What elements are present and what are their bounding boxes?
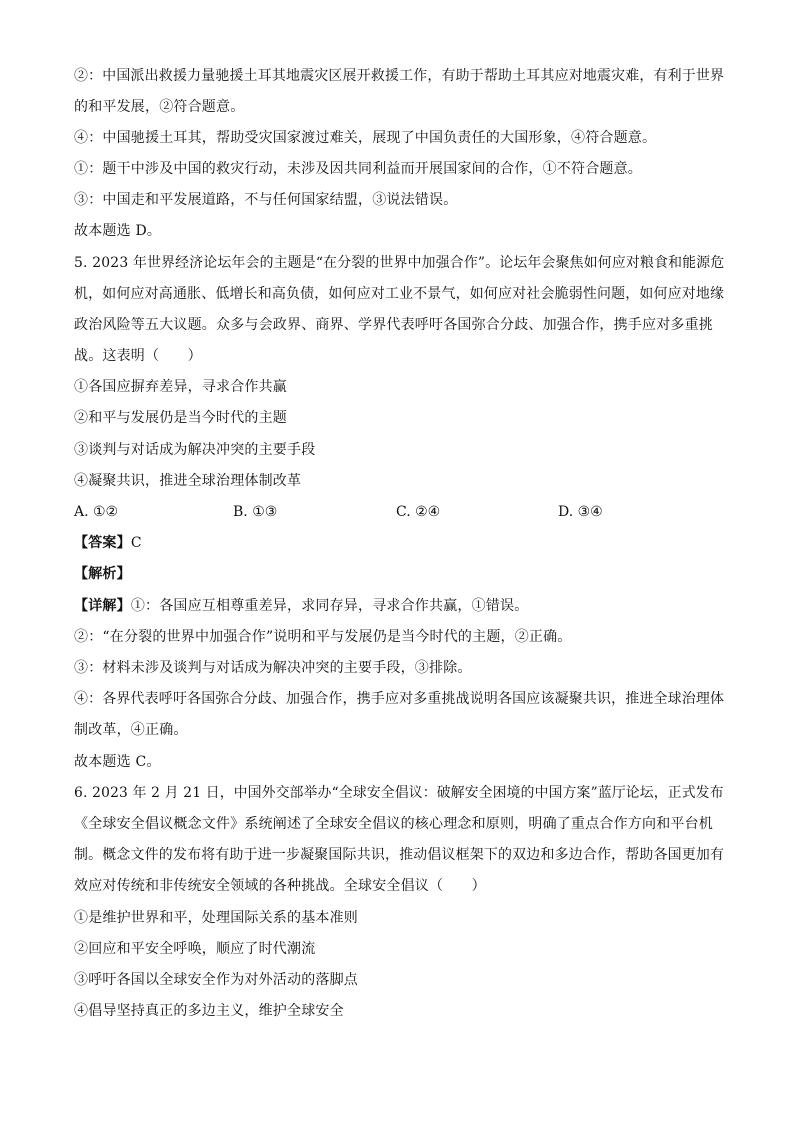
q6-stem-line: 效应对传统和非传统安全领域的各种挑战。全球安全倡议（ ） bbox=[74, 878, 486, 894]
q5-item: ①各国应摒弃差异，寻求合作共赢 bbox=[74, 379, 287, 395]
prev-conclusion: 故本题选 D。 bbox=[74, 223, 162, 239]
detail-label: 【详解】 bbox=[74, 598, 131, 614]
q5-answer-line bbox=[74, 533, 724, 553]
q5-stem-line: 战。这表明（ ） bbox=[74, 348, 202, 364]
q5-option-c: C. ②④ bbox=[396, 504, 441, 520]
q5-detail-line: ②：“在分裂的世界中加强合作”说明和平与发展仍是当今时代的主题，②正确。 bbox=[74, 629, 572, 645]
q5-option-b: B. ①③ bbox=[233, 504, 278, 520]
answer-value: C bbox=[130, 535, 142, 551]
q5-stem-line: 机，如何应对高通胀、低增长和高负债，如何应对工业不景气，如何应对社会脆弱性问题，如何应对地缘 bbox=[74, 286, 725, 302]
q6-item: ①是维护世界和平，处理国际关系的基本准则 bbox=[74, 910, 358, 926]
detail-text: ①：各国应互相尊重差异，求同存异，寻求合作共赢，①错误。 bbox=[130, 598, 529, 614]
q5-item: ④凝聚共识，推进全球治理体制改革 bbox=[74, 473, 302, 489]
q5-stem-line: 政治风险等五大议题。众多与会政界、商界、学界代表呼吁各国弥合分歧、加强合作，携手应对多重挑 bbox=[74, 317, 713, 333]
q5-option-a: A. ①② bbox=[74, 504, 119, 520]
q5-detail-line: ③：材料未涉及谈判与对话成为解决冲突的主要手段，③排除。 bbox=[74, 660, 472, 676]
q5-item: ③谈判与对话成为解决冲突的主要手段 bbox=[74, 442, 316, 458]
q5-stem-line: 5. 2023 年世界经济论坛年会的主题是“在分裂的世界中加强合作”。论坛年会聚焦如何应对粮食和能源危 bbox=[74, 255, 725, 271]
q6-stem-line: 6. 2023 年 2 月 21 日，中国外交部举办“全球安全倡议：破解安全困境的中国方案”蓝厅论坛，正式发布 bbox=[74, 785, 724, 801]
q5-analysis-line bbox=[74, 564, 724, 584]
q5-item: ②和平与发展仍是当今时代的主题 bbox=[74, 410, 287, 426]
q6-stem-line: 《全球安全倡议概念文件》系统阐述了全球安全倡议的核心理念和原则，明确了重点合作方向和平台机 bbox=[74, 816, 713, 832]
q5-detail-line: ④：各界代表呼吁各国弥合分歧、加强合作，携手应对多重挑战说明各国应该凝聚共识，推进全球治理体 bbox=[74, 691, 725, 707]
q5-option-d: D. ③④ bbox=[558, 504, 603, 520]
q5-conclusion: 故本题选 C。 bbox=[74, 754, 161, 770]
prev-analysis-line: ②：中国派出救援力量驰援土耳其地震灾区展开救援工作，有助于帮助土耳其应对地震灾难，有利于世界 bbox=[74, 68, 725, 84]
prev-analysis-line: ①：题干中涉及中国的救灾行动，未涉及因共同利益而开展国家间的合作，①不符合题意。 bbox=[74, 161, 642, 177]
prev-analysis-line: ④：中国驰援土耳其，帮助受灾国家渡过难关，展现了中国负责任的大国形象，④符合题意。 bbox=[74, 130, 657, 146]
q5-detail-line: 制改革，④正确。 bbox=[74, 722, 188, 738]
q5-detail-line bbox=[74, 596, 724, 616]
answer-label: 【答案】 bbox=[74, 535, 131, 551]
q6-stem-line: 制。概念文件的发布将有助于进一步凝聚国际共识，推动倡议框架下的双边和多边合作，帮助各国更加有 bbox=[74, 847, 725, 863]
prev-analysis-line: ③：中国走和平发展道路，不与任何国家结盟，③说法错误。 bbox=[74, 192, 458, 208]
prev-analysis-line: 的和平发展，②符合题意。 bbox=[74, 99, 245, 115]
q6-item: ④倡导坚持真正的多边主义，维护全球安全 bbox=[74, 1003, 344, 1019]
analysis-label: 【解析】 bbox=[74, 566, 131, 582]
q6-item: ②回应和平安全呼唤，顺应了时代潮流 bbox=[74, 941, 316, 957]
q6-item: ③呼吁各国以全球安全作为对外活动的落脚点 bbox=[74, 972, 358, 988]
